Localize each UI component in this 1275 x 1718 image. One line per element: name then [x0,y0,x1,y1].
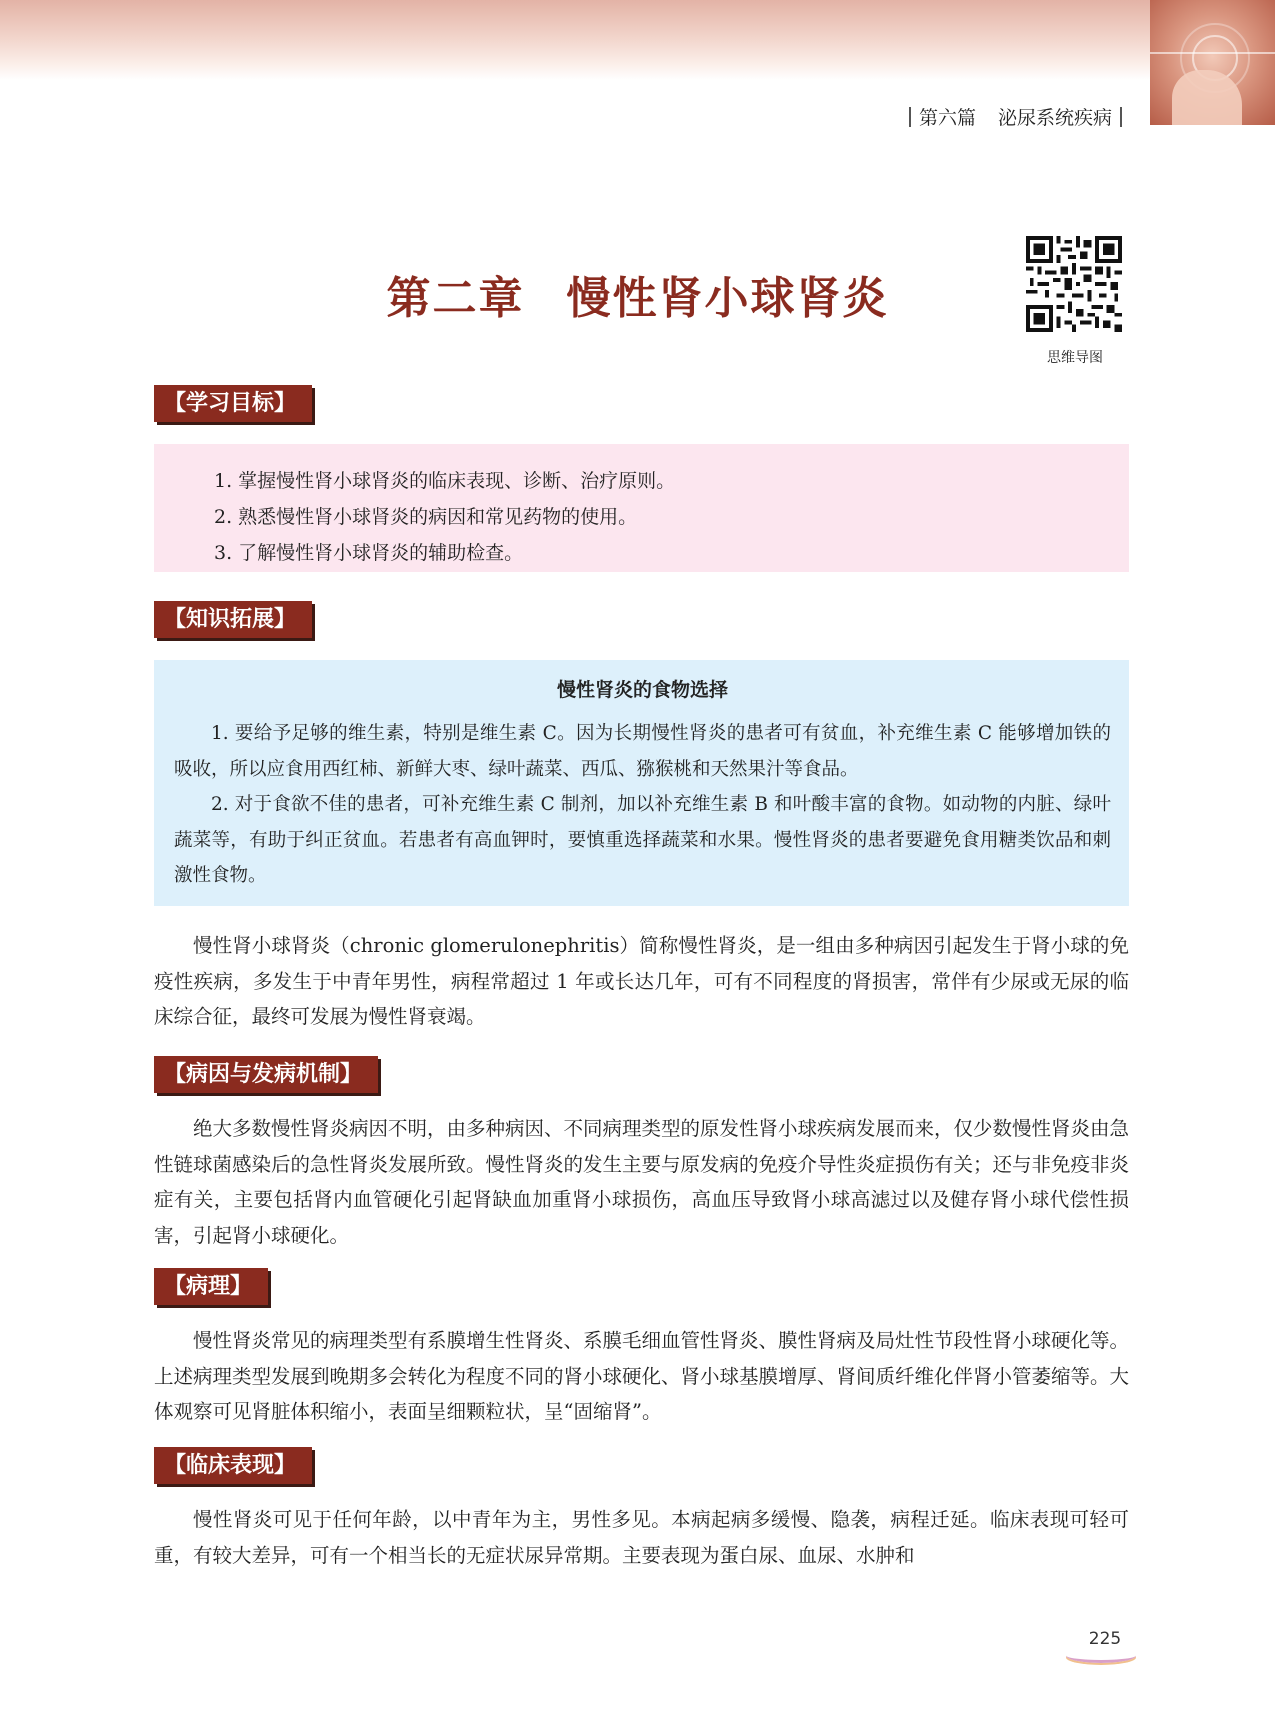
qr-caption: 思维导图 [1047,350,1103,366]
chapter-number: 第二章 [386,273,525,324]
running-head-title: 泌尿系统疾病 [997,107,1112,129]
pathology-paragraph: 慢性肾炎常见的病理类型有系膜增生性肾炎、系膜毛细血管性肾炎、膜性肾病及局灶性节段性肾小球硬化等。上述病理类型发展到晚期多会转化为程度不同的肾小球硬化、肾小球基膜增厚、肾间质纤维化伴肾小管萎缩等。大体观察可见肾脏体积缩小，表面呈细颗粒状，呈“固缩肾”。 [154,1329,1130,1423]
running-head-bar-left [909,107,911,127]
section-tag-objectives: 【学习目标】 [154,385,312,422]
objectives-box [154,444,1129,572]
objective-item: 3. 了解慢性肾小球肾炎的辅助检查。 [214,542,524,564]
page-number-swoosh [1066,1648,1136,1663]
running-head-bar-right [1120,107,1122,127]
page-number: 225 [1088,1629,1122,1649]
section-tag-pathology: 【病理】 [154,1268,268,1305]
clinical-paragraph: 慢性肾炎可见于任何年龄，以中青年为主，男性多见。本病起病多缓慢、隐袭，病程迁延。临床表现可轻可重，有较大差异，可有一个相当长的无症状尿异常期。主要表现为蛋白尿、血尿、水肿和 [154,1508,1129,1567]
extension-paragraph: 1. 要给予足够的维生素，特别是维生素 C。因为长期慢性肾炎的患者可有贫血，补充维生素 C 能够增加铁的吸收，所以应食用西红柿、新鲜大枣、绿叶蔬菜、西瓜、猕猴桃和天然果汁等食品。 [174,723,1111,780]
extension-box [154,660,1129,906]
intro-paragraph: 慢性肾小球肾炎（chronic glomerulonephritis）简称慢性肾炎，是一组由多种病因引起发生于肾小球的免疫性疾病，多发生于中青年男性，病程常超过 1 年或长达几年，可有不同程度的肾损害，常伴有少尿或无尿的临床综合征，最终可发展为慢性肾衰竭。 [154,934,1129,1028]
section-tag-clinical: 【临床表现】 [154,1447,312,1484]
header-band [0,0,1275,80]
objective-item: 1. 掌握慢性肾小球肾炎的临床表现、诊断、治疗原则。 [214,470,676,492]
running-head-part: 第六篇 [918,107,976,129]
etiology-paragraph: 绝大多数慢性肾炎病因不明，由多种病因、不同病理类型的原发性肾小球疾病发展而来，仅少数慢性肾炎由急性链球菌感染后的急性肾炎发展所致。慢性肾炎的发生主要与原发病的免疫介导性炎症损伤有关；还与非免疫非炎症有关，主要包括肾内血管硬化引起肾缺血加重肾小球损伤，高血压导致肾小球高滤过以及健存肾小球代偿性损害，引起肾小球硬化。 [154,1117,1130,1247]
objective-item: 2. 熟悉慢性肾小球肾炎的病因和常见药物的使用。 [214,506,638,528]
section-tag-extension: 【知识拓展】 [154,601,312,638]
section-tag-etiology: 【病因与发病机制】 [154,1056,378,1093]
extension-paragraph: 2. 对于食欲不佳的患者，可补充维生素 C 制剂，加以补充维生素 B 和叶酸丰富的食物。如动物的内脏、绿叶蔬菜等，有助于纠正贫血。若患者有高血钾时，要慎重选择蔬菜和水果。慢性肾炎的患者要避免食用糖类饮品和刺激性食物。 [174,794,1111,886]
running-head [901,103,1130,130]
qr-code[interactable] [1026,236,1122,332]
chapter-name: 慢性肾小球肾炎 [566,273,889,324]
stethoscope-image [1150,0,1275,125]
extension-title: 慢性肾炎的食物选择 [556,679,728,701]
